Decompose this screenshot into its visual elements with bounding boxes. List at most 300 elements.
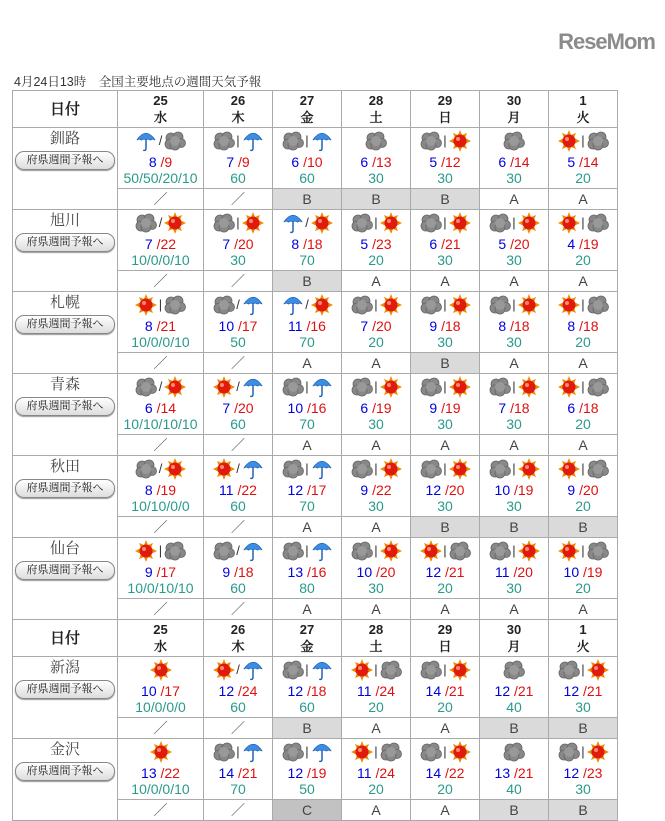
temperatures bbox=[204, 683, 272, 699]
temperatures bbox=[411, 564, 479, 580]
forecast-cell bbox=[204, 374, 273, 435]
cloud-icon bbox=[380, 659, 402, 681]
min-temp: 5 bbox=[360, 236, 369, 252]
weather-icons bbox=[273, 294, 341, 316]
weather-icons bbox=[273, 376, 341, 398]
max-temp-slash: / bbox=[441, 482, 449, 498]
precipitation-probability: 20 bbox=[575, 170, 591, 186]
precipitation-probability: 10/0/0/0 bbox=[135, 699, 186, 715]
icon-separator: / bbox=[236, 662, 240, 677]
temperatures bbox=[273, 765, 341, 781]
min-temp: 6 bbox=[567, 400, 576, 416]
precipitation-probability: 10/0/10/10 bbox=[127, 580, 194, 596]
prefecture-weekly-forecast-button[interactable]: 府県週間予報へ bbox=[15, 479, 115, 498]
cloud-icon bbox=[282, 540, 304, 562]
resemom-watermark-logo: ReseMom bbox=[558, 29, 655, 54]
precipitation-probability: 60 bbox=[230, 170, 246, 186]
sun-icon bbox=[351, 741, 373, 763]
forecast-cell bbox=[204, 657, 273, 718]
day-of-week: 金 bbox=[300, 110, 314, 125]
umbrella-icon bbox=[135, 130, 157, 152]
max-temp-slash: / bbox=[506, 154, 514, 170]
weather-icons bbox=[342, 294, 410, 316]
forecast-cell bbox=[204, 292, 273, 353]
forecast-cell bbox=[118, 128, 204, 189]
temperatures bbox=[549, 400, 617, 416]
day-of-week: 木 bbox=[231, 639, 245, 654]
cloud-icon bbox=[420, 458, 442, 480]
precipitation-probability: 30 bbox=[437, 498, 453, 514]
precipitation-probability: 50/50/20/10 bbox=[123, 170, 198, 186]
temperatures bbox=[118, 400, 203, 416]
min-temp: 6 bbox=[498, 154, 507, 170]
weather-icons bbox=[480, 376, 548, 398]
min-temp: 7 bbox=[222, 400, 231, 416]
sun-icon bbox=[164, 212, 186, 234]
max-temp: 16 bbox=[310, 400, 327, 416]
max-temp-slash: / bbox=[303, 564, 311, 580]
reliability-grade: B bbox=[273, 718, 342, 739]
max-temp-slash: / bbox=[575, 318, 583, 334]
weather-icons bbox=[342, 659, 410, 681]
max-temp-slash: / bbox=[579, 564, 587, 580]
precipitation-probability: 50 bbox=[230, 334, 246, 350]
min-temp: 9 bbox=[360, 482, 369, 498]
weather-icons bbox=[549, 376, 617, 398]
umbrella-icon bbox=[242, 741, 264, 763]
precipitation-probability: 10/0/0/10 bbox=[131, 252, 190, 268]
day-header bbox=[118, 620, 204, 657]
umbrella-icon bbox=[311, 376, 333, 398]
cloud-icon bbox=[282, 741, 304, 763]
reliability-grade: ／ bbox=[118, 718, 204, 739]
forecast-cell bbox=[549, 374, 618, 435]
icon-separator: | bbox=[512, 215, 516, 230]
max-temp: 18 bbox=[514, 318, 530, 334]
temperatures bbox=[118, 765, 203, 781]
day-header bbox=[549, 620, 618, 657]
max-temp: 21 bbox=[445, 236, 461, 252]
icon-separator: | bbox=[581, 662, 585, 677]
sun-icon bbox=[380, 294, 402, 316]
station-cell bbox=[13, 292, 118, 374]
station-cell bbox=[13, 456, 118, 538]
precipitation-probability: 30 bbox=[506, 334, 522, 350]
max-temp-slash: / bbox=[152, 482, 161, 498]
max-temp: 20 bbox=[514, 236, 530, 252]
min-temp: 13 bbox=[494, 765, 511, 781]
weekly-forecast-table bbox=[12, 90, 618, 821]
min-temp: 13 bbox=[287, 564, 304, 580]
min-temp: 10 bbox=[494, 482, 511, 498]
max-temp: 18 bbox=[310, 683, 327, 699]
max-temp-slash: / bbox=[156, 683, 165, 699]
precipitation-probability: 30 bbox=[506, 252, 522, 268]
min-temp: 7 bbox=[222, 236, 231, 252]
reliability-grade: B bbox=[273, 271, 342, 292]
temperatures bbox=[273, 154, 341, 170]
icon-separator: | bbox=[374, 297, 378, 312]
sun-icon bbox=[311, 212, 333, 234]
weather-icons bbox=[204, 376, 272, 398]
max-temp: 13 bbox=[376, 154, 392, 170]
sun-icon bbox=[449, 212, 471, 234]
icon-separator: / bbox=[305, 215, 309, 230]
icon-separator: | bbox=[443, 133, 447, 148]
weather-icons bbox=[480, 659, 548, 681]
icon-separator: / bbox=[305, 297, 309, 312]
forecast-cell bbox=[480, 538, 549, 599]
temperatures bbox=[549, 318, 617, 334]
station-forecast-row bbox=[13, 739, 618, 800]
temperatures bbox=[549, 482, 617, 498]
reliability-grade: A bbox=[411, 718, 480, 739]
day-of-week: 月 bbox=[507, 110, 521, 125]
weather-icons bbox=[273, 130, 341, 152]
min-temp: 8 bbox=[148, 154, 157, 170]
cloud-icon bbox=[365, 130, 387, 152]
forecast-cell bbox=[118, 292, 204, 353]
day-header bbox=[411, 620, 480, 657]
precipitation-probability: 60 bbox=[230, 498, 246, 514]
weather-icons bbox=[204, 294, 272, 316]
max-temp: 19 bbox=[517, 482, 534, 498]
day-of-week: 日 bbox=[438, 639, 452, 654]
weather-icons bbox=[549, 741, 617, 763]
min-temp: 6 bbox=[429, 236, 438, 252]
temperatures bbox=[549, 236, 617, 252]
cloud-icon bbox=[380, 741, 402, 763]
temperatures bbox=[342, 400, 410, 416]
day-date: 27 bbox=[299, 622, 315, 637]
weather-icons bbox=[204, 130, 272, 152]
sun-icon bbox=[380, 376, 402, 398]
cloud-icon bbox=[420, 659, 442, 681]
station-name: 新潟 bbox=[49, 659, 80, 676]
icon-separator: | bbox=[443, 215, 447, 230]
reliability-grade: A bbox=[342, 800, 411, 821]
min-temp: 9 bbox=[429, 400, 438, 416]
min-temp: 11 bbox=[357, 765, 372, 781]
station-forecast-row bbox=[13, 456, 618, 517]
weather-icons bbox=[411, 294, 479, 316]
sun-icon bbox=[449, 741, 471, 763]
icon-separator: | bbox=[305, 379, 309, 394]
max-temp: 20 bbox=[238, 400, 254, 416]
precipitation-probability: 60 bbox=[299, 170, 315, 186]
sun-icon bbox=[449, 130, 471, 152]
icon-separator: / bbox=[158, 215, 163, 230]
prefecture-weekly-forecast-button[interactable]: 府県週間予報へ bbox=[15, 397, 115, 416]
sun-icon bbox=[558, 294, 580, 316]
icon-separator: | bbox=[236, 133, 240, 148]
temperatures bbox=[480, 400, 548, 416]
cloud-icon bbox=[587, 458, 609, 480]
precipitation-probability: 30 bbox=[506, 416, 522, 432]
precipitation-probability: 30 bbox=[230, 252, 246, 268]
max-temp-slash: / bbox=[506, 400, 514, 416]
max-temp-slash: / bbox=[575, 236, 583, 252]
station-name: 札幌 bbox=[49, 294, 80, 311]
temperatures bbox=[118, 318, 203, 334]
temperatures bbox=[480, 564, 548, 580]
cloud-icon bbox=[420, 212, 442, 234]
icon-separator: | bbox=[443, 461, 447, 476]
reliability-grade: ／ bbox=[118, 435, 204, 456]
cloud-icon bbox=[587, 294, 609, 316]
weather-icons bbox=[118, 376, 203, 398]
day-date: 28 bbox=[368, 622, 384, 637]
forecast-cell bbox=[342, 128, 411, 189]
sun-icon bbox=[558, 212, 580, 234]
max-temp: 18 bbox=[583, 400, 599, 416]
prefecture-weekly-forecast-button[interactable]: 府県週間予報へ bbox=[15, 561, 115, 580]
cloud-icon bbox=[489, 212, 511, 234]
temperatures bbox=[411, 482, 479, 498]
weather-icons bbox=[480, 212, 548, 234]
precipitation-probability: 20 bbox=[437, 580, 453, 596]
temperatures bbox=[204, 318, 272, 334]
max-temp: 19 bbox=[310, 765, 327, 781]
precipitation-probability: 70 bbox=[299, 334, 315, 350]
forecast-cell bbox=[204, 456, 273, 517]
prefecture-weekly-forecast-button[interactable]: 府県週間予報へ bbox=[15, 151, 115, 170]
temperatures bbox=[549, 683, 617, 699]
sun-icon bbox=[449, 294, 471, 316]
day-of-week: 水 bbox=[153, 110, 167, 125]
date-header-label: 日付 bbox=[13, 620, 118, 657]
cloud-icon bbox=[351, 376, 373, 398]
max-temp: 17 bbox=[241, 318, 258, 334]
precipitation-probability: 20 bbox=[575, 252, 591, 268]
max-temp: 10 bbox=[307, 154, 323, 170]
max-temp-slash: / bbox=[152, 564, 161, 580]
icon-separator: | bbox=[581, 543, 585, 558]
day-date: 25 bbox=[153, 622, 168, 637]
max-temp-slash: / bbox=[368, 236, 376, 252]
sun-icon bbox=[518, 294, 540, 316]
max-temp: 20 bbox=[376, 318, 392, 334]
temperatures bbox=[549, 765, 617, 781]
min-temp: 5 bbox=[498, 236, 507, 252]
min-temp: 10 bbox=[141, 683, 157, 699]
precipitation-probability: 30 bbox=[506, 580, 522, 596]
reliability-grade: A bbox=[549, 189, 618, 210]
max-temp: 24 bbox=[379, 683, 395, 699]
forecast-cell bbox=[204, 210, 273, 271]
weather-icons bbox=[549, 659, 617, 681]
max-temp: 20 bbox=[517, 564, 533, 580]
max-temp: 18 bbox=[445, 318, 461, 334]
max-temp-slash: / bbox=[156, 765, 165, 781]
max-temp: 19 bbox=[160, 482, 177, 498]
max-temp: 20 bbox=[448, 482, 465, 498]
icon-separator: | bbox=[158, 543, 163, 558]
min-temp: 8 bbox=[567, 318, 576, 334]
precipitation-probability: 20 bbox=[437, 781, 453, 797]
precipitation-probability: 20 bbox=[368, 334, 384, 350]
prefecture-weekly-forecast-button[interactable]: 府県週間予報へ bbox=[15, 315, 115, 334]
forecast-cell bbox=[411, 657, 480, 718]
weather-icons bbox=[549, 540, 617, 562]
day-header bbox=[204, 620, 273, 657]
umbrella-icon bbox=[242, 540, 264, 562]
max-temp: 12 bbox=[445, 154, 461, 170]
day-of-week: 木 bbox=[231, 110, 245, 125]
min-temp: 8 bbox=[144, 318, 153, 334]
icon-separator: | bbox=[305, 744, 309, 759]
icon-separator: | bbox=[158, 297, 163, 312]
max-temp: 21 bbox=[160, 318, 177, 334]
weather-icons bbox=[118, 540, 203, 562]
reliability-grade: ／ bbox=[204, 189, 273, 210]
reliability-grade: B bbox=[411, 517, 480, 538]
reliability-grade: A bbox=[273, 435, 342, 456]
icon-separator: | bbox=[374, 215, 378, 230]
min-temp: 9 bbox=[144, 564, 153, 580]
min-temp: 7 bbox=[226, 154, 235, 170]
umbrella-icon bbox=[311, 741, 333, 763]
max-temp-slash: / bbox=[368, 318, 376, 334]
day-date: 1 bbox=[579, 622, 587, 637]
forecast-cell bbox=[480, 739, 549, 800]
cloud-icon bbox=[282, 458, 304, 480]
reliability-grade: B bbox=[273, 189, 342, 210]
precipitation-probability: 30 bbox=[437, 170, 453, 186]
precipitation-probability: 80 bbox=[299, 580, 315, 596]
temperatures bbox=[411, 236, 479, 252]
max-temp-slash: / bbox=[437, 318, 445, 334]
min-temp: 12 bbox=[287, 482, 304, 498]
sun-icon bbox=[380, 458, 402, 480]
min-temp: 12 bbox=[287, 765, 304, 781]
precipitation-probability: 40 bbox=[506, 781, 522, 797]
max-temp: 19 bbox=[376, 400, 392, 416]
precipitation-probability: 60 bbox=[299, 699, 315, 715]
forecast-cell bbox=[118, 657, 204, 718]
prefecture-weekly-forecast-button[interactable]: 府県週間予報へ bbox=[15, 762, 115, 781]
sun-icon bbox=[150, 741, 172, 763]
weather-icons bbox=[118, 458, 203, 480]
station-forecast-row bbox=[13, 657, 618, 718]
temperatures bbox=[118, 564, 203, 580]
prefecture-weekly-forecast-button[interactable]: 府県週間予報へ bbox=[15, 233, 115, 252]
max-temp-slash: / bbox=[303, 683, 311, 699]
station-cell bbox=[13, 210, 118, 292]
reliability-grade: B bbox=[549, 800, 618, 821]
forecast-cell bbox=[342, 292, 411, 353]
reliability-grade: ／ bbox=[118, 800, 204, 821]
max-temp: 14 bbox=[583, 154, 599, 170]
reliability-grade: ／ bbox=[204, 435, 273, 456]
umbrella-icon bbox=[242, 294, 264, 316]
max-temp-slash: / bbox=[372, 564, 380, 580]
icon-separator: | bbox=[581, 379, 585, 394]
temperatures bbox=[273, 683, 341, 699]
weather-icons bbox=[480, 294, 548, 316]
day-of-week: 水 bbox=[153, 639, 167, 654]
icon-separator: | bbox=[581, 133, 585, 148]
icon-separator: / bbox=[158, 461, 163, 476]
temperatures bbox=[204, 765, 272, 781]
max-temp: 9 bbox=[164, 154, 173, 170]
cloud-icon bbox=[558, 741, 580, 763]
sun-icon bbox=[558, 376, 580, 398]
cloud-icon bbox=[213, 130, 235, 152]
sun-icon bbox=[518, 376, 540, 398]
temperatures bbox=[411, 318, 479, 334]
cloud-icon bbox=[213, 212, 235, 234]
icon-separator: | bbox=[236, 744, 240, 759]
max-temp: 19 bbox=[586, 564, 603, 580]
max-temp: 18 bbox=[583, 318, 599, 334]
reliability-grade: A bbox=[411, 271, 480, 292]
min-temp: 12 bbox=[287, 683, 304, 699]
reliability-grade: A bbox=[342, 435, 411, 456]
cloud-icon bbox=[351, 540, 373, 562]
forecast-cell bbox=[118, 538, 204, 599]
icon-separator: | bbox=[443, 297, 447, 312]
icon-separator: | bbox=[581, 297, 585, 312]
max-temp-slash: / bbox=[437, 236, 445, 252]
cloud-icon bbox=[351, 458, 373, 480]
cloud-icon bbox=[420, 294, 442, 316]
forecast-cell bbox=[480, 456, 549, 517]
day-date: 26 bbox=[230, 622, 246, 637]
icon-separator: | bbox=[443, 744, 447, 759]
forecast-cell bbox=[342, 657, 411, 718]
icon-separator: | bbox=[374, 379, 378, 394]
precipitation-probability: 20 bbox=[437, 699, 453, 715]
min-temp: 8 bbox=[144, 482, 153, 498]
reliability-grade: A bbox=[342, 517, 411, 538]
icon-separator: | bbox=[512, 379, 516, 394]
temperatures bbox=[480, 154, 548, 170]
icon-separator: | bbox=[443, 379, 447, 394]
sun-icon bbox=[135, 294, 157, 316]
forecast-cell bbox=[411, 210, 480, 271]
max-temp-slash: / bbox=[234, 318, 242, 334]
temperatures bbox=[480, 236, 548, 252]
icon-separator: | bbox=[581, 461, 585, 476]
reliability-grade: A bbox=[342, 599, 411, 620]
max-temp-slash: / bbox=[234, 154, 242, 170]
reliability-grade: A bbox=[549, 353, 618, 374]
reliability-grade: A bbox=[411, 599, 480, 620]
precipitation-probability: 30 bbox=[437, 252, 453, 268]
station-forecast-row bbox=[13, 538, 618, 599]
temperatures bbox=[549, 154, 617, 170]
forecast-cell bbox=[204, 538, 273, 599]
temperatures bbox=[411, 154, 479, 170]
precipitation-probability: 20 bbox=[575, 416, 591, 432]
weather-icons bbox=[204, 458, 272, 480]
precipitation-probability: 10/0/0/10 bbox=[131, 334, 190, 350]
cloud-icon bbox=[503, 130, 525, 152]
weather-icons bbox=[273, 458, 341, 480]
temperatures bbox=[204, 482, 272, 498]
reliability-grade: A bbox=[549, 599, 618, 620]
prefecture-weekly-forecast-button[interactable]: 府県週間予報へ bbox=[15, 680, 115, 699]
min-temp: 12 bbox=[563, 765, 580, 781]
day-header bbox=[549, 91, 618, 128]
umbrella-icon bbox=[311, 130, 333, 152]
max-temp: 19 bbox=[583, 236, 599, 252]
forecast-cell bbox=[342, 739, 411, 800]
max-temp-slash: / bbox=[510, 482, 518, 498]
reliability-grade: A bbox=[411, 435, 480, 456]
weather-icons bbox=[118, 130, 203, 152]
